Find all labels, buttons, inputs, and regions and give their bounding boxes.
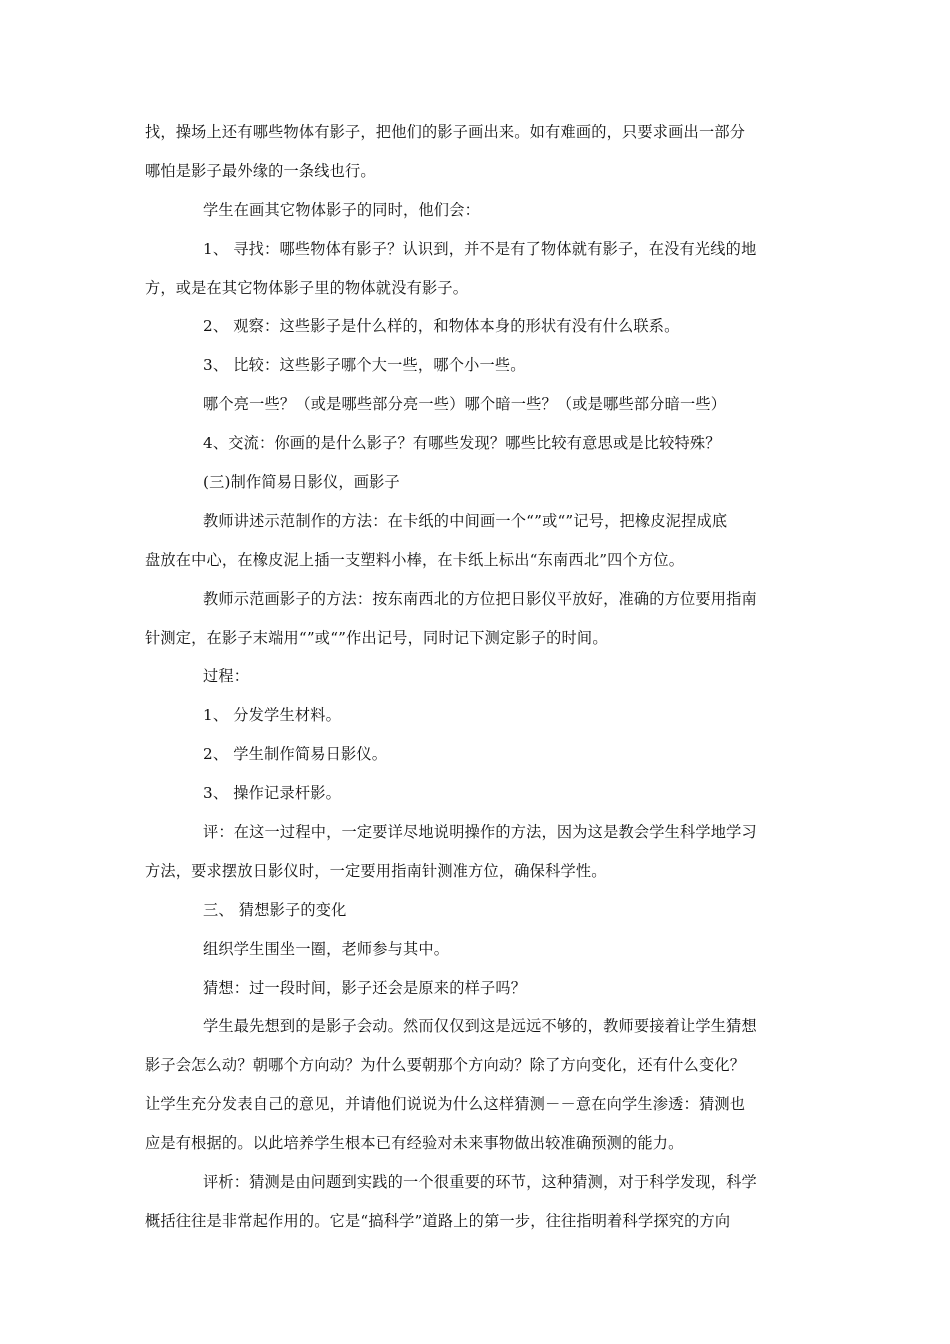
text-line: 盘放在中心，在橡皮泥上插一支塑料小棒，在卡纸上标出“东南西北”四个方位。 [145,550,685,569]
text-line: 应是有根据的。以此培养学生根本已有经验对未来事物做出较准确预测的能力。 [145,1134,684,1153]
text-line: 3、 比较：这些影子哪个大一些，哪个小一些。 [203,356,526,375]
text-line: 教师示范画影子的方法：按东南西北的方位把日影仪平放好，准确的方位要用指南 [203,589,757,608]
text-line: 方法，要求摆放日影仪时，一定要用指南针测准方位，确保科学性。 [145,861,607,880]
text-line: (三)制作简易日影仪，画影子 [203,473,400,492]
text-line: 哪怕是影子最外缘的一条线也行。 [145,161,376,180]
text-line: 让学生充分发表自己的意见，并请他们说说为什么这样猜测－－意在向学生渗透：猜测也 [145,1095,746,1114]
text-line: 猜想：过一段时间，影子还会是原来的样子吗？ [203,978,527,997]
text-line: 组织学生围坐一圈，老师参与其中。 [203,939,450,958]
text-line: 概括往往是非常起作用的。它是“搞科学”道路上的第一步，往往指明着科学探究的方向 [145,1211,731,1230]
text-line: 1、 寻找：哪些物体有影子？认识到，并不是有了物体就有影子，在没有光线的地 [203,239,757,258]
text-line: 过程： [203,667,250,686]
text-line: 4、交流：你画的是什么影子？有哪些发现？哪些比较有意思或是比较特殊？ [203,434,721,453]
text-line: 三、 猜想影子的变化 [203,900,347,919]
text-line: 影子会怎么动？朝哪个方向动？为什么要朝那个方向动？除了方向变化，还有什么变化？ [145,1056,746,1075]
text-line: 针测定，在影子末端用“”或“”作出记号，同时记下测定影子的时间。 [145,628,608,647]
text-line: 3、 操作记录杆影。 [203,784,341,803]
text-line: 评：在这一过程中，一定要详尽地说明操作的方法，因为这是教会学生科学地学习 [203,823,757,842]
text-line: 学生最先想到的是影子会动。然而仅仅到这是远远不够的，教师要接着让学生猜想 [203,1017,757,1036]
text-line: 方，或是在其它物体影子里的物体就没有影子。 [145,278,469,297]
text-line: 教师讲述示范制作的方法：在卡纸的中间画一个“”或“”记号，把橡皮泥捏成底 [203,511,728,530]
text-line: 2、 观察：这些影子是什么样的，和物体本身的形状有没有什么联系。 [203,317,680,336]
text-line: 1、 分发学生材料。 [203,706,341,725]
text-line: 找，操场上还有哪些物体有影子，把他们的影子画出来。如有难画的，只要求画出一部分 [145,123,746,141]
text-line: 学生在画其它物体影子的同时，他们会： [203,200,480,219]
text-line: 哪个亮一些？（或是哪些部分亮一些）哪个暗一些？（或是哪些部分暗一些） [203,395,727,414]
document-body [145,122,810,1250]
text-line: 评析：猜测是由问题到实践的一个很重要的环节，这种猜测，对于科学发现，科学 [203,1173,757,1192]
text-line: 2、 学生制作简易日影仪。 [203,745,388,764]
